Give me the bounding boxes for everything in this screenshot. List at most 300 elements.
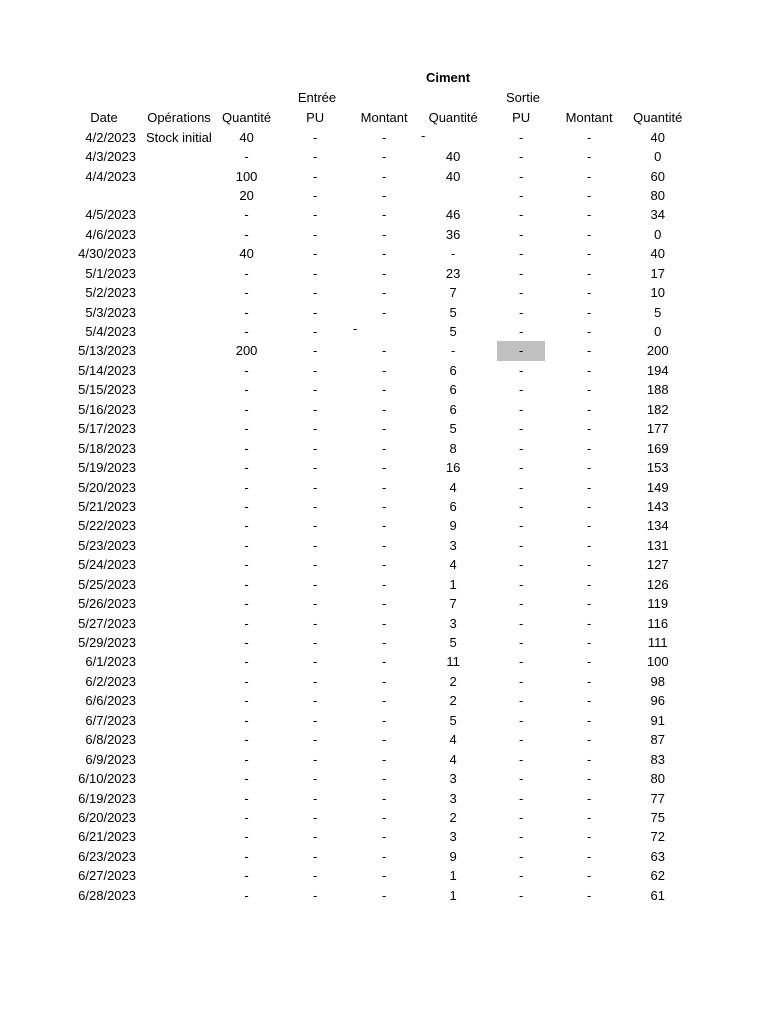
- cell-entree-montant[interactable]: -: [381, 382, 387, 398]
- cell-date[interactable]: 4/30/2023: [78, 246, 136, 262]
- cell-sortie-quantite[interactable]: 7: [449, 285, 457, 301]
- cell-entree-montant[interactable]: -: [381, 129, 387, 145]
- cell-entree-quantite[interactable]: -: [244, 673, 249, 689]
- cell-stock-quantite[interactable]: 40: [650, 129, 665, 145]
- cell-entree-montant[interactable]: -: [381, 771, 387, 787]
- cell-entree-quantite[interactable]: -: [244, 440, 249, 456]
- cell-sortie-pu[interactable]: -: [518, 615, 524, 631]
- cell-sortie-quantite[interactable]: 3: [449, 615, 457, 631]
- cell-sortie-pu[interactable]: -: [518, 576, 524, 592]
- cell-entree-pu[interactable]: -: [312, 615, 318, 631]
- cell-entree-montant[interactable]: -: [381, 829, 387, 845]
- cell-operation[interactable]: [136, 147, 222, 166]
- cell-entree-montant[interactable]: -: [381, 226, 387, 242]
- cell-sortie-quantite[interactable]: 6: [449, 382, 457, 398]
- cell-sortie-montant[interactable]: -: [586, 751, 592, 767]
- cell-entree-montant[interactable]: -: [381, 207, 387, 223]
- cell-stock-quantite[interactable]: 119: [647, 596, 669, 612]
- cell-operation[interactable]: [136, 847, 222, 866]
- cell-sortie-montant[interactable]: -: [586, 868, 592, 884]
- cell-stock-quantite[interactable]: 83: [650, 751, 665, 767]
- cell-entree-pu[interactable]: -: [312, 848, 318, 864]
- cell-stock-quantite[interactable]: 62: [650, 868, 665, 884]
- cell-entree-pu[interactable]: -: [312, 362, 318, 378]
- cell-entree-quantite[interactable]: -: [244, 751, 249, 767]
- cell-stock-quantite[interactable]: 34: [650, 207, 665, 223]
- cell-sortie-quantite[interactable]: 4: [449, 732, 457, 748]
- cell-entree-montant[interactable]: -: [381, 848, 387, 864]
- cell-sortie-pu[interactable]: -: [518, 809, 524, 825]
- cell-entree-quantite[interactable]: -: [244, 712, 249, 728]
- cell-entree-montant[interactable]: -: [381, 635, 387, 651]
- cell-sortie-pu[interactable]: -: [518, 537, 524, 553]
- cell-entree-pu[interactable]: -: [312, 265, 318, 281]
- cell-entree-quantite[interactable]: -: [244, 479, 249, 495]
- cell-entree-quantite[interactable]: -: [244, 285, 249, 301]
- cell-sortie-pu[interactable]: -: [518, 751, 524, 767]
- cell-sortie-quantite[interactable]: 7: [449, 596, 457, 612]
- cell-entree-pu[interactable]: -: [312, 868, 318, 884]
- cell-sortie-montant[interactable]: -: [586, 771, 592, 787]
- cell-stock-quantite[interactable]: 177: [646, 421, 669, 437]
- cell-entree-quantite[interactable]: -: [244, 848, 249, 864]
- cell-date[interactable]: 5/20/2023: [78, 479, 136, 495]
- cell-entree-quantite[interactable]: -: [244, 421, 249, 437]
- cell-sortie-montant[interactable]: -: [586, 460, 592, 476]
- cell-operation[interactable]: [136, 769, 222, 788]
- cell-stock-quantite[interactable]: 169: [646, 440, 669, 456]
- cell-entree-pu[interactable]: -: [312, 207, 318, 223]
- cell-sortie-montant[interactable]: -: [586, 421, 592, 437]
- cell-entree-pu[interactable]: -: [312, 226, 318, 242]
- cell-sortie-pu[interactable]: -: [518, 285, 524, 301]
- cell-date[interactable]: 6/8/2023: [85, 732, 136, 748]
- cell-entree-quantite[interactable]: 20: [239, 187, 254, 203]
- cell-sortie-montant[interactable]: -: [586, 693, 592, 709]
- cell-stock-quantite[interactable]: 91: [650, 712, 665, 728]
- cell-stock-quantite[interactable]: 17: [650, 265, 665, 281]
- cell-sortie-montant[interactable]: -: [586, 362, 592, 378]
- cell-entree-pu[interactable]: -: [312, 771, 318, 787]
- cell-date[interactable]: 5/16/2023: [78, 401, 136, 417]
- cell-stock-quantite[interactable]: 10: [650, 285, 665, 301]
- cell-sortie-pu[interactable]: -: [518, 401, 524, 417]
- cell-stock-quantite[interactable]: 0: [654, 149, 662, 165]
- cell-operation[interactable]: [136, 186, 222, 205]
- cell-operation[interactable]: [136, 264, 222, 283]
- cell-stock-quantite[interactable]: 131: [646, 537, 669, 553]
- cell-date[interactable]: 6/6/2023: [85, 693, 136, 709]
- cell-entree-pu[interactable]: -: [312, 654, 318, 670]
- cell-sortie-montant[interactable]: -: [586, 246, 592, 262]
- cell-operation[interactable]: [136, 361, 222, 380]
- cell-date[interactable]: 5/1/2023: [85, 265, 136, 281]
- cell-stock-quantite[interactable]: 182: [646, 401, 669, 417]
- cell-entree-quantite[interactable]: -: [244, 790, 249, 806]
- cell-date[interactable]: 5/3/2023: [85, 304, 136, 320]
- cell-operation[interactable]: [136, 808, 222, 827]
- cell-entree-pu[interactable]: -: [312, 440, 318, 456]
- cell-operation[interactable]: [136, 477, 222, 496]
- cell-stock-quantite[interactable]: 77: [650, 790, 665, 806]
- cell-operation[interactable]: [136, 536, 222, 555]
- cell-entree-pu[interactable]: -: [312, 324, 318, 340]
- cell-entree-montant[interactable]: -: [381, 615, 387, 631]
- cell-operation[interactable]: [136, 302, 222, 321]
- cell-operation[interactable]: [136, 730, 222, 749]
- cell-stock-quantite[interactable]: 188: [646, 382, 669, 398]
- cell-stock-quantite[interactable]: 61: [650, 887, 665, 903]
- cell-sortie-pu[interactable]: -: [518, 732, 524, 748]
- cell-sortie-pu[interactable]: -: [518, 654, 524, 670]
- cell-stock-quantite[interactable]: 80: [650, 187, 665, 203]
- cell-entree-pu[interactable]: -: [312, 421, 318, 437]
- cell-date[interactable]: 5/18/2023: [78, 440, 136, 456]
- cell-entree-montant[interactable]: -: [381, 673, 387, 689]
- cell-entree-montant[interactable]: -: [381, 285, 387, 301]
- cell-sortie-pu[interactable]: -: [518, 693, 524, 709]
- cell-date[interactable]: 5/4/2023: [85, 324, 136, 340]
- cell-sortie-pu[interactable]: -: [497, 341, 545, 360]
- cell-entree-quantite[interactable]: -: [244, 324, 249, 340]
- cell-date[interactable]: 6/28/2023: [78, 887, 136, 903]
- cell-sortie-quantite[interactable]: 3: [449, 829, 457, 845]
- cell-operation[interactable]: [136, 575, 222, 594]
- cell-entree-montant[interactable]: -: [381, 809, 387, 825]
- cell-operation[interactable]: [136, 225, 222, 244]
- cell-sortie-montant[interactable]: -: [586, 440, 592, 456]
- cell-sortie-montant[interactable]: -: [586, 790, 592, 806]
- cell-sortie-montant[interactable]: -: [586, 596, 592, 612]
- cell-sortie-pu[interactable]: -: [518, 421, 524, 437]
- cell-entree-quantite[interactable]: -: [244, 829, 249, 845]
- cell-operation[interactable]: [136, 613, 222, 632]
- cell-entree-pu[interactable]: -: [312, 712, 318, 728]
- cell-sortie-pu[interactable]: -: [518, 382, 524, 398]
- cell-operation[interactable]: [136, 244, 222, 263]
- cell-stock-quantite[interactable]: 96: [650, 693, 665, 709]
- cell-sortie-montant[interactable]: -: [586, 479, 592, 495]
- cell-date[interactable]: 5/19/2023: [78, 460, 136, 476]
- cell-sortie-quantite[interactable]: 6: [449, 362, 457, 378]
- cell-entree-quantite[interactable]: -: [244, 654, 249, 670]
- cell-entree-pu[interactable]: -: [312, 693, 318, 709]
- cell-stock-quantite[interactable]: 75: [650, 809, 665, 825]
- cell-date[interactable]: 4/4/2023: [85, 168, 136, 184]
- cell-sortie-quantite[interactable]: 40: [445, 149, 461, 165]
- cell-operation[interactable]: [136, 419, 222, 438]
- cell-entree-quantite[interactable]: -: [244, 576, 249, 592]
- cell-sortie-montant[interactable]: -: [586, 498, 592, 514]
- cell-entree-montant[interactable]: -: [381, 479, 387, 495]
- cell-entree-montant[interactable]: -: [381, 362, 387, 378]
- cell-entree-montant[interactable]: -: [381, 343, 387, 359]
- cell-sortie-montant[interactable]: -: [586, 557, 592, 573]
- cell-sortie-montant[interactable]: -: [586, 654, 592, 670]
- cell-operation[interactable]: [136, 380, 222, 399]
- cell-sortie-quantite[interactable]: 3: [449, 537, 457, 553]
- cell-sortie-pu[interactable]: -: [518, 324, 524, 340]
- cell-entree-quantite[interactable]: 200: [235, 343, 258, 359]
- cell-date[interactable]: 5/23/2023: [78, 537, 136, 553]
- cell-sortie-montant[interactable]: -: [586, 265, 592, 281]
- cell-sortie-pu[interactable]: -: [518, 790, 524, 806]
- cell-sortie-pu[interactable]: -: [518, 518, 524, 534]
- cell-entree-quantite[interactable]: -: [244, 304, 249, 320]
- cell-sortie-quantite[interactable]: -: [450, 343, 456, 359]
- cell-entree-quantite[interactable]: -: [244, 732, 249, 748]
- cell-entree-quantite[interactable]: -: [244, 382, 249, 398]
- cell-entree-quantite[interactable]: 40: [239, 246, 254, 262]
- cell-entree-pu[interactable]: -: [312, 809, 318, 825]
- cell-sortie-pu[interactable]: -: [518, 226, 524, 242]
- cell-entree-pu[interactable]: -: [312, 460, 318, 476]
- cell-sortie-pu[interactable]: -: [518, 440, 524, 456]
- cell-sortie-montant[interactable]: -: [586, 149, 592, 165]
- cell-sortie-quantite[interactable]: 1: [449, 576, 457, 592]
- cell-sortie-pu[interactable]: -: [518, 887, 524, 903]
- cell-date[interactable]: 6/20/2023: [78, 809, 136, 825]
- cell-entree-quantite[interactable]: -: [244, 887, 249, 903]
- cell-entree-montant[interactable]: -: [381, 168, 387, 184]
- cell-operation[interactable]: [136, 400, 222, 419]
- cell-operation[interactable]: [136, 516, 222, 535]
- cell-entree-montant[interactable]: -: [381, 732, 387, 748]
- cell-operation[interactable]: [136, 749, 222, 768]
- cell-stock-quantite[interactable]: 40: [650, 246, 665, 262]
- cell-sortie-montant[interactable]: -: [586, 187, 592, 203]
- cell-stock-quantite[interactable]: 126: [646, 576, 669, 592]
- cell-sortie-montant[interactable]: -: [586, 809, 592, 825]
- cell-entree-montant[interactable]: -: [381, 518, 387, 534]
- cell-entree-montant[interactable]: -: [381, 596, 387, 612]
- cell-sortie-quantite[interactable]: 40: [445, 168, 461, 184]
- cell-sortie-montant[interactable]: -: [586, 615, 592, 631]
- cell-entree-montant[interactable]: -: [381, 654, 387, 670]
- cell-stock-quantite[interactable]: 60: [650, 168, 665, 184]
- cell-sortie-pu[interactable]: -: [518, 265, 524, 281]
- cell-date[interactable]: 4/2/2023: [85, 129, 136, 145]
- cell-operation[interactable]: [136, 497, 222, 516]
- cell-sortie-quantite[interactable]: [409, 127, 497, 146]
- cell-sortie-montant[interactable]: -: [586, 635, 592, 651]
- cell-sortie-pu[interactable]: -: [518, 498, 524, 514]
- cell-sortie-pu[interactable]: -: [518, 187, 524, 203]
- cell-operation[interactable]: [136, 555, 222, 574]
- cell-sortie-quantite[interactable]: 36: [445, 226, 461, 242]
- cell-entree-quantite[interactable]: -: [244, 401, 249, 417]
- cell-entree-quantite[interactable]: -: [244, 771, 249, 787]
- cell-entree-pu[interactable]: -: [312, 887, 318, 903]
- cell-entree-quantite[interactable]: -: [244, 596, 249, 612]
- cell-entree-montant[interactable]: -: [381, 149, 387, 165]
- cell-date[interactable]: 6/23/2023: [78, 848, 136, 864]
- cell-operation[interactable]: [136, 711, 222, 730]
- cell-entree-montant[interactable]: [359, 322, 409, 341]
- cell-entree-pu[interactable]: -: [312, 732, 318, 748]
- cell-sortie-montant[interactable]: -: [586, 829, 592, 845]
- cell-entree-montant[interactable]: -: [381, 265, 387, 281]
- cell-operation[interactable]: [136, 652, 222, 671]
- cell-entree-pu[interactable]: -: [312, 382, 318, 398]
- cell-entree-montant[interactable]: -: [381, 304, 387, 320]
- cell-date[interactable]: 5/25/2023: [78, 576, 136, 592]
- cell-date[interactable]: [72, 186, 136, 205]
- cell-sortie-montant[interactable]: -: [586, 712, 592, 728]
- cell-operation[interactable]: [136, 827, 222, 846]
- cell-date[interactable]: 5/26/2023: [78, 596, 136, 612]
- cell-entree-montant[interactable]: -: [381, 712, 387, 728]
- cell-entree-quantite[interactable]: -: [244, 207, 249, 223]
- cell-stock-quantite[interactable]: 100: [646, 654, 669, 670]
- cell-entree-pu[interactable]: -: [312, 576, 318, 592]
- cell-stock-quantite[interactable]: 153: [646, 460, 669, 476]
- cell-date[interactable]: 5/21/2023: [78, 498, 136, 514]
- cell-stock-quantite[interactable]: 127: [646, 557, 669, 573]
- cell-operation[interactable]: [136, 633, 222, 652]
- cell-sortie-montant[interactable]: -: [586, 285, 592, 301]
- cell-date[interactable]: 6/1/2023: [85, 654, 136, 670]
- cell-stock-quantite[interactable]: 63: [650, 848, 665, 864]
- cell-operation[interactable]: [136, 341, 222, 360]
- cell-entree-montant[interactable]: -: [381, 887, 387, 903]
- cell-operation[interactable]: [136, 166, 222, 185]
- cell-stock-quantite[interactable]: 149: [646, 479, 669, 495]
- cell-date[interactable]: 5/13/2023: [78, 343, 136, 359]
- cell-date[interactable]: 5/2/2023: [85, 285, 136, 301]
- cell-sortie-pu[interactable]: -: [518, 771, 524, 787]
- cell-entree-quantite[interactable]: -: [244, 635, 249, 651]
- cell-entree-pu[interactable]: -: [312, 635, 318, 651]
- cell-date[interactable]: 6/2/2023: [85, 673, 136, 689]
- cell-sortie-pu[interactable]: -: [518, 712, 524, 728]
- cell-sortie-quantite[interactable]: 46: [445, 207, 461, 223]
- cell-entree-pu[interactable]: -: [312, 518, 318, 534]
- cell-stock-quantite[interactable]: 0: [654, 324, 662, 340]
- cell-date[interactable]: 4/5/2023: [85, 207, 136, 223]
- cell-entree-quantite[interactable]: -: [244, 149, 249, 165]
- cell-entree-montant[interactable]: -: [381, 401, 387, 417]
- cell-entree-quantite[interactable]: 100: [235, 168, 258, 184]
- cell-entree-quantite[interactable]: -: [244, 809, 249, 825]
- cell-entree-montant[interactable]: -: [381, 498, 387, 514]
- cell-sortie-quantite[interactable]: 1: [449, 868, 457, 884]
- cell-entree-pu[interactable]: -: [312, 149, 318, 165]
- cell-entree-pu[interactable]: -: [312, 285, 318, 301]
- cell-sortie-quantite[interactable]: 1: [449, 887, 457, 903]
- cell-entree-pu[interactable]: -: [312, 751, 318, 767]
- cell-entree-pu[interactable]: -: [312, 246, 318, 262]
- cell-sortie-montant[interactable]: -: [586, 576, 592, 592]
- cell-entree-quantite[interactable]: 40: [239, 129, 254, 145]
- cell-stock-quantite[interactable]: 200: [646, 343, 669, 359]
- cell-sortie-quantite[interactable]: -: [450, 246, 456, 262]
- cell-sortie-quantite[interactable]: 5: [449, 635, 457, 651]
- cell-sortie-montant[interactable]: -: [586, 673, 592, 689]
- cell-date[interactable]: 6/10/2023: [78, 771, 136, 787]
- cell-sortie-quantite[interactable]: 3: [449, 771, 457, 787]
- cell-sortie-montant[interactable]: -: [586, 207, 592, 223]
- cell-entree-quantite[interactable]: -: [244, 498, 249, 514]
- cell-operation[interactable]: [136, 438, 222, 457]
- cell-stock-quantite[interactable]: 134: [646, 518, 669, 534]
- cell-entree-montant[interactable]: -: [381, 440, 387, 456]
- cell-date[interactable]: 6/27/2023: [78, 868, 136, 884]
- cell-entree-quantite[interactable]: -: [244, 265, 249, 281]
- cell-entree-pu[interactable]: -: [312, 498, 318, 514]
- cell-operation[interactable]: [136, 672, 222, 691]
- cell-sortie-quantite[interactable]: 2: [449, 809, 457, 825]
- cell-sortie-quantite[interactable]: 5: [449, 421, 457, 437]
- cell-sortie-quantite[interactable]: 5: [449, 712, 457, 728]
- cell-date[interactable]: 5/27/2023: [78, 615, 136, 631]
- cell-sortie-pu[interactable]: -: [518, 596, 524, 612]
- cell-sortie-pu[interactable]: -: [518, 168, 524, 184]
- cell-sortie-pu[interactable]: -: [518, 479, 524, 495]
- cell-sortie-quantite[interactable]: 9: [449, 848, 457, 864]
- cell-sortie-montant[interactable]: -: [586, 732, 592, 748]
- cell-entree-montant[interactable]: -: [381, 576, 387, 592]
- cell-date[interactable]: 5/29/2023: [78, 635, 136, 651]
- cell-entree-pu[interactable]: -: [312, 479, 318, 495]
- cell-date[interactable]: 5/14/2023: [78, 362, 136, 378]
- cell-sortie-montant[interactable]: -: [586, 304, 592, 320]
- cell-sortie-montant[interactable]: -: [586, 518, 592, 534]
- cell-entree-pu[interactable]: -: [312, 537, 318, 553]
- cell-entree-montant[interactable]: -: [381, 246, 387, 262]
- cell-entree-quantite[interactable]: -: [244, 460, 249, 476]
- cell-sortie-pu[interactable]: -: [518, 304, 524, 320]
- cell-sortie-quantite[interactable]: [409, 186, 497, 205]
- cell-sortie-pu[interactable]: -: [518, 868, 524, 884]
- cell-entree-quantite[interactable]: -: [244, 226, 249, 242]
- cell-sortie-quantite[interactable]: 4: [449, 479, 457, 495]
- cell-sortie-quantite[interactable]: 8: [449, 440, 457, 456]
- cell-stock-quantite[interactable]: 87: [650, 732, 665, 748]
- cell-operation[interactable]: [136, 691, 222, 710]
- cell-entree-montant[interactable]: -: [381, 460, 387, 476]
- cell-sortie-quantite[interactable]: 4: [449, 751, 457, 767]
- cell-date[interactable]: 6/19/2023: [78, 790, 136, 806]
- cell-operation[interactable]: [136, 322, 222, 341]
- cell-entree-quantite[interactable]: -: [244, 362, 249, 378]
- cell-entree-quantite[interactable]: -: [244, 615, 249, 631]
- cell-sortie-pu[interactable]: -: [518, 362, 524, 378]
- cell-sortie-pu[interactable]: -: [518, 829, 524, 845]
- cell-entree-montant[interactable]: -: [381, 868, 387, 884]
- cell-entree-quantite[interactable]: -: [244, 868, 249, 884]
- cell-entree-quantite[interactable]: -: [244, 537, 249, 553]
- cell-entree-pu[interactable]: -: [312, 187, 318, 203]
- cell-date[interactable]: 6/9/2023: [85, 751, 136, 767]
- cell-operation[interactable]: [136, 886, 222, 905]
- cell-sortie-pu[interactable]: -: [518, 557, 524, 573]
- cell-entree-montant[interactable]: -: [381, 537, 387, 553]
- cell-entree-quantite[interactable]: -: [244, 557, 249, 573]
- cell-date[interactable]: 5/17/2023: [78, 421, 136, 437]
- cell-entree-quantite[interactable]: -: [244, 518, 249, 534]
- cell-sortie-quantite[interactable]: 16: [445, 460, 461, 476]
- cell-operation[interactable]: [136, 458, 222, 477]
- cell-date[interactable]: 6/7/2023: [85, 712, 136, 728]
- cell-entree-pu[interactable]: -: [312, 673, 318, 689]
- cell-sortie-pu[interactable]: -: [518, 129, 524, 145]
- cell-sortie-quantite[interactable]: 2: [449, 673, 457, 689]
- cell-sortie-pu[interactable]: -: [518, 460, 524, 476]
- cell-sortie-pu[interactable]: -: [518, 635, 524, 651]
- cell-operation[interactable]: [136, 283, 222, 302]
- cell-sortie-quantite[interactable]: 9: [449, 518, 457, 534]
